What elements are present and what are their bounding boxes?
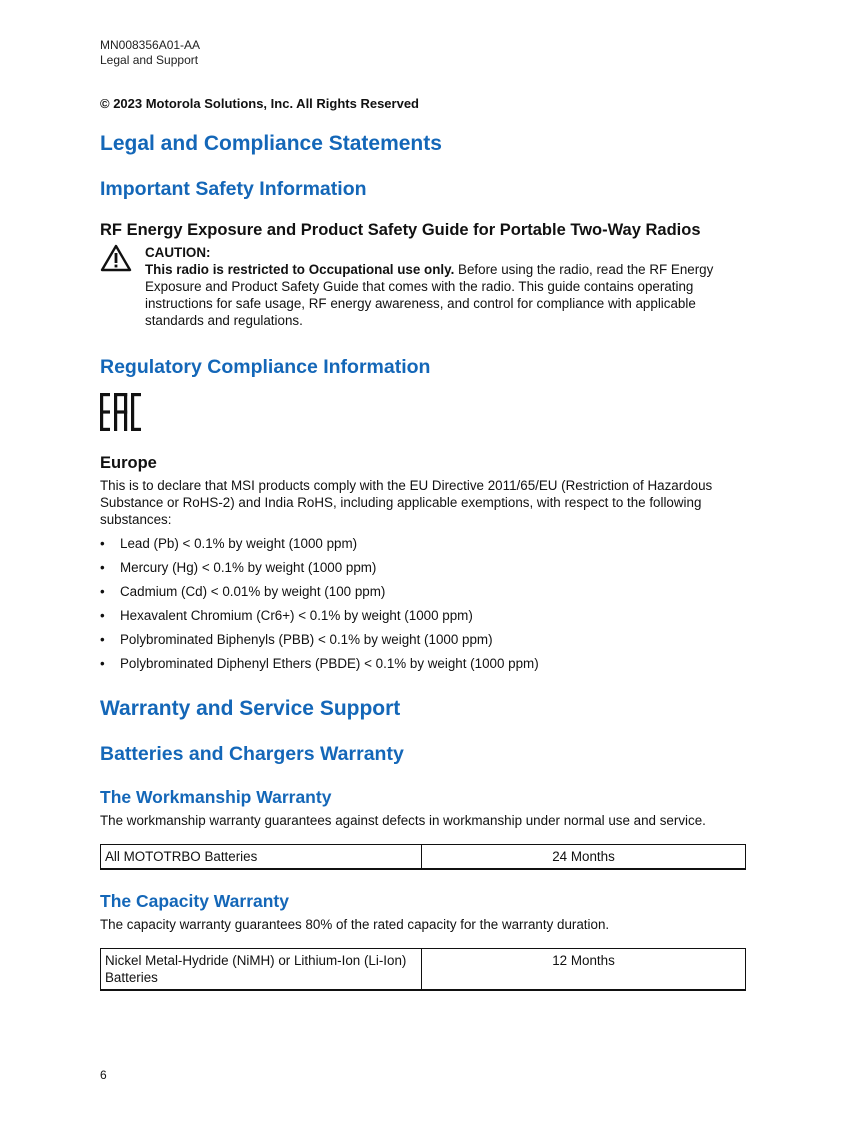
table-cell-duration: 24 Months — [422, 845, 746, 870]
rf-title: RF Energy Exposure and Product Safety Guide for Portable Two-Way Radios — [100, 221, 701, 239]
table-row — [101, 845, 746, 870]
europe-text: This is to declare that MSI products comply with the EU Directive 2011/65/EU (Restriction of Hazardous Substance or RoHS-2) and India RoHS, including applicable exemptions, with respect to the following substances: — [100, 478, 713, 527]
doc-section: Legal and Support — [100, 53, 199, 67]
capacity-text: The capacity warranty guarantees 80% of the rated capacity for the warranty duration. — [100, 917, 610, 932]
list-item: • Mercury (Hg) < 0.1% by weight (1000 ppm) — [100, 560, 377, 575]
workmanship-table — [100, 844, 746, 870]
capacity-table — [100, 948, 746, 991]
workmanship-text: The workmanship warranty guarantees against defects in workmanship under normal use and service. — [100, 813, 706, 828]
caution-text — [145, 244, 746, 329]
europe-title: Europe — [100, 454, 157, 472]
eac-mark-icon — [100, 393, 746, 431]
table-cell-item: Nickel Metal-Hydride (NiMH) or Lithium-Ion (Li-Ion) Batteries — [101, 949, 422, 991]
caution-label: CAUTION: — [145, 245, 211, 260]
list-item: • Polybrominated Diphenyl Ethers (PBDE) < 0.1% by weight (1000 ppm) — [100, 656, 539, 671]
list-item: • Lead (Pb) < 0.1% by weight (1000 ppm) — [100, 536, 358, 551]
caution-bold-text: This radio is restricted to Occupational use only. — [145, 262, 455, 277]
table-row — [101, 949, 746, 991]
document-page — [100, 38, 746, 991]
warranty-title: Warranty and Service Support — [100, 697, 401, 720]
list-item: • Hexavalent Chromium (Cr6+) < 0.1% by weight (1000 ppm) — [100, 608, 473, 623]
legal-title: Legal and Compliance Statements — [100, 132, 442, 155]
safety-title: Important Safety Information — [100, 178, 367, 200]
list-item: • Cadmium (Cd) < 0.01% by weight (100 ppm) — [100, 584, 386, 599]
page-number: 6 — [100, 1068, 107, 1082]
warning-triangle-icon — [100, 244, 145, 329]
regulatory-title: Regulatory Compliance Information — [100, 356, 431, 378]
doc-number: MN008356A01-AA — [100, 38, 201, 52]
workmanship-title: The Workmanship Warranty — [100, 787, 332, 807]
table-cell-duration: 12 Months — [422, 949, 746, 991]
copyright-notice: © 2023 Motorola Solutions, Inc. All Rights Reserved — [100, 96, 419, 111]
table-cell-item: All MOTOTRBO Batteries — [101, 845, 422, 870]
batteries-title: Batteries and Chargers Warranty — [100, 743, 404, 765]
caution-block — [100, 244, 746, 329]
substance-list — [100, 532, 746, 676]
capacity-title: The Capacity Warranty — [100, 891, 289, 911]
list-item: • Polybrominated Biphenyls (PBB) < 0.1% by weight (1000 ppm) — [100, 632, 493, 647]
caution-body-text: Before using the radio, read the RF Energy Exposure and Product Safety Guide that comes with the radio. This guide contains operating instructions for safe usage, RF energy awareness, and control for compliance with applicable standards and regulations. — [145, 262, 714, 328]
